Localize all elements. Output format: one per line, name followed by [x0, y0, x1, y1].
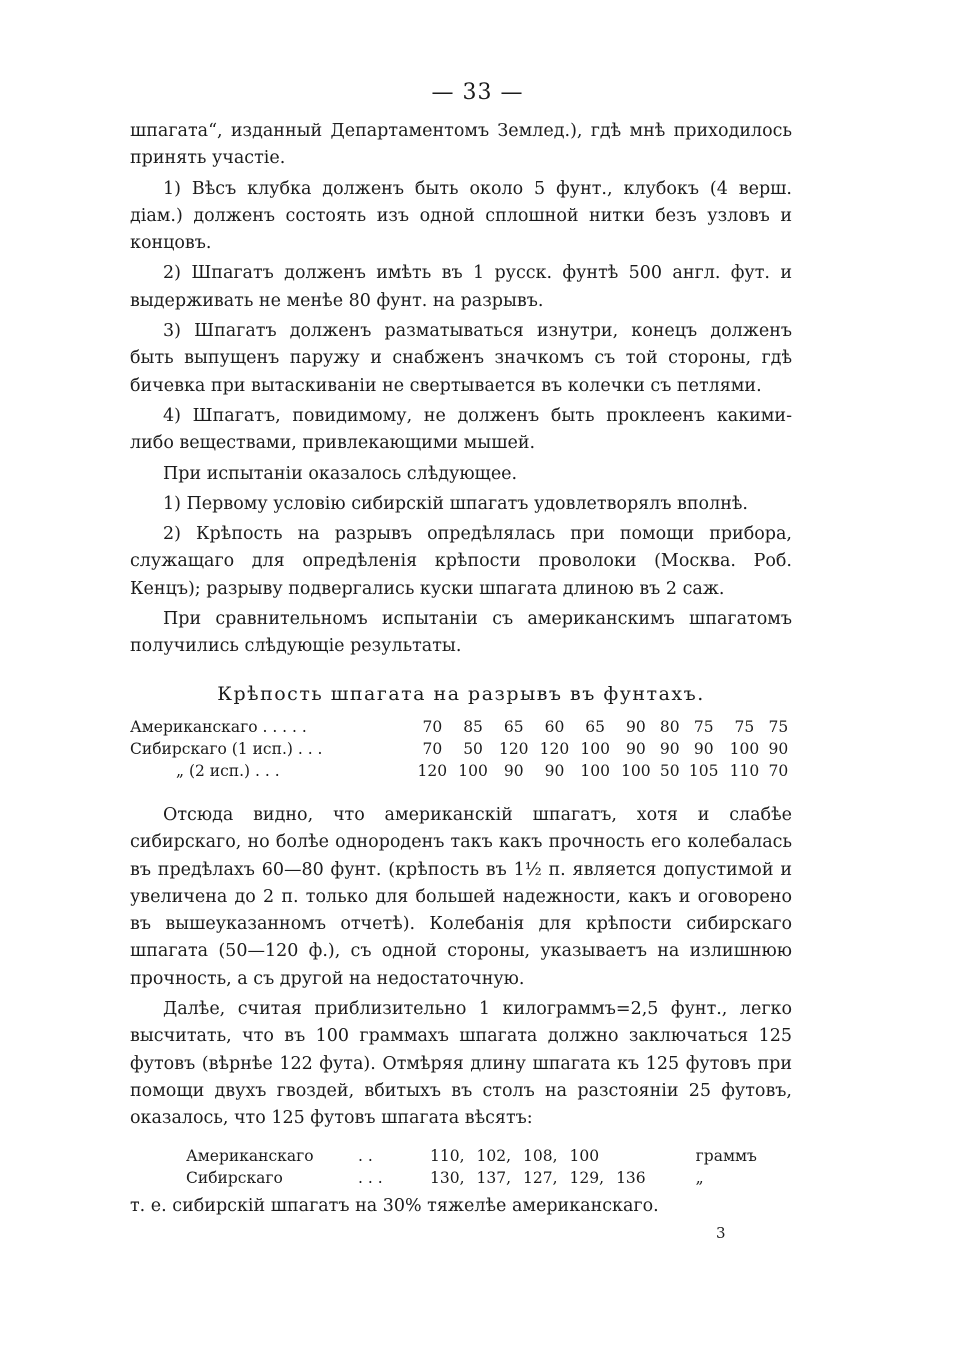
table-cell: 137,: [476, 1168, 512, 1187]
paragraph: 1) Вѣсъ клубка долженъ быть около 5 фунт., клубокъ (4 верш. діам.) долженъ состоять изъ одной сплошной нитки безъ узловъ и концовъ.: [130, 178, 792, 254]
table-cell: 75: [734, 717, 755, 736]
table-cell: 50: [463, 739, 483, 758]
table-cell: 100: [580, 739, 610, 758]
table-row: [186, 1167, 763, 1189]
table-cell: 108,: [523, 1146, 558, 1165]
table-cell: 70: [422, 739, 443, 758]
table-cell: 100: [580, 761, 610, 780]
table-cell: 90: [503, 761, 524, 780]
table-cell: 100: [621, 761, 651, 780]
table-cell: 85: [463, 717, 483, 736]
table-cell: 110,: [430, 1146, 465, 1165]
table-cell: 129,: [569, 1168, 605, 1187]
table-cell: 136: [616, 1168, 646, 1187]
paragraph: т. е. сибирскій шпагатъ на 30% тяжелѣе американскаго.: [130, 1195, 659, 1216]
table-cell: 120: [498, 739, 529, 758]
strength-table: [130, 716, 792, 782]
table-cell: 120: [417, 761, 448, 780]
paragraph: 3) Шпагатъ долженъ разматываться изнутри, конецъ долженъ быть выпущенъ паружу и снабженъ значкомъ съ той стороны, гдѣ бичевка при вытаскиваніи не свертывается въ колечки съ петлями.: [130, 321, 792, 396]
table-cell: 130,: [430, 1168, 465, 1187]
table-cell: 60: [544, 717, 565, 736]
table-cell: 90: [659, 739, 680, 758]
table-cell: 102,: [476, 1146, 512, 1165]
row-label: Сибирскаго: [186, 1168, 283, 1187]
paragraph: При сравнительномъ испытаніи съ американскимъ шпагатомъ получились слѣдующіе результаты.: [130, 609, 792, 657]
row-label: Американскаго . . . . .: [130, 717, 307, 736]
body-text: [130, 118, 792, 1223]
table-cell: 80: [659, 717, 680, 736]
table-cell: 110: [729, 761, 760, 780]
table-caption: Крѣпость шпагата на разрывъ въ фунтахъ.: [217, 682, 705, 705]
table-row: [130, 716, 792, 738]
table-cell: [610, 1145, 652, 1167]
paragraph: 2) Крѣпость на разрывъ опредѣлялась при помощи прибора, служащаго для опредѣленія крѣпости проволоки (Москва. Роб. Кенцъ); разрыву подвергались куски шпагата длиною въ 2 саж.: [130, 524, 792, 599]
row-label: „ (2 исп.) . . .: [176, 761, 280, 780]
table-cell: 90: [626, 739, 646, 758]
unit-label: „: [695, 1168, 704, 1187]
table-row: [130, 760, 792, 782]
paragraph: Отсюда видно, что американскій шпагатъ, хотя и слабѣе сибирскаго, но болѣе однороденъ такъ какъ прочность его колебалась въ предѣлахъ 60—80 фунт. (крѣпость въ 1½ п. является допустимой и увеличена до 2 п. только для большей надежности, какъ и оговорено въ вышеуказанномъ отчетѣ). Колебанія для крѣпости сибирскаго шпагата (50—120 ф.), съ одной стороны, указываетъ на излишнюю прочность, а съ другой на недостаточную.: [130, 804, 792, 989]
paragraph: 4) Шпагатъ, повидимому, не долженъ быть проклеенъ какими-либо веществами, привлекающими мышей.: [130, 405, 792, 454]
table-cell: 90: [768, 739, 789, 758]
spacer: [130, 782, 792, 802]
signature-mark: 3: [716, 1224, 726, 1242]
row-label: Сибирскаго (1 исп.) . . .: [130, 739, 323, 758]
table-row: [186, 1145, 763, 1167]
table-cell: 65: [503, 717, 524, 736]
leader-dots: . . .: [358, 1168, 383, 1187]
paragraph: 1) Первому условію сибирскій шпагатъ удовлетворялъ вполнѣ.: [163, 493, 748, 514]
weight-table: [186, 1145, 763, 1189]
table-cell: 70: [422, 717, 443, 736]
table-cell: 50: [659, 761, 680, 780]
table-cell: 90: [626, 717, 646, 736]
table-cell: 70: [768, 761, 789, 780]
table-cell: 100: [729, 739, 760, 758]
row-label: Американскаго: [186, 1146, 314, 1165]
table-cell: 100: [569, 1146, 600, 1165]
paragraph: шпагата“, изданный Департаментомъ Землед.), гдѣ мнѣ приходилось принять участіе.: [130, 121, 792, 169]
table-cell: 75: [693, 717, 714, 736]
table-cell: 75: [768, 717, 789, 736]
table-row: [130, 738, 792, 760]
table-cell: 100: [458, 761, 488, 780]
table-cell: 127,: [523, 1168, 558, 1187]
page-number: — 33 —: [431, 80, 524, 105]
leader-dots: . .: [358, 1146, 373, 1165]
table-cell: 65: [585, 717, 606, 736]
unit-label: граммъ: [695, 1146, 757, 1165]
table-cell: 90: [544, 761, 565, 780]
table-cell: 120: [539, 739, 570, 758]
paragraph: При испытаніи оказалось слѣдующее.: [163, 463, 518, 484]
paragraph: Далѣе, считая приблизительно 1 килограммъ=2,5 фунт., легко высчитать, что въ 100 граммахъ шпагата должно заключаться 125 футовъ (вѣрнѣе 122 фута). Отмѣряя длину шпагата къ 125 футовъ при помощи двухъ гвоздей, вбитыхъ въ столъ на разстояніи 25 футовъ, оказалось, что 125 футовъ шпагата вѣсятъ:: [130, 999, 792, 1129]
table-cell: 105: [688, 761, 719, 780]
paragraph: 2) Шпагатъ долженъ имѣть въ 1 русск. фунтѣ 500 англ. фут. и выдерживать не менѣе 80 фунт. на разрывъ.: [130, 263, 792, 311]
table-cell: 90: [693, 739, 714, 758]
